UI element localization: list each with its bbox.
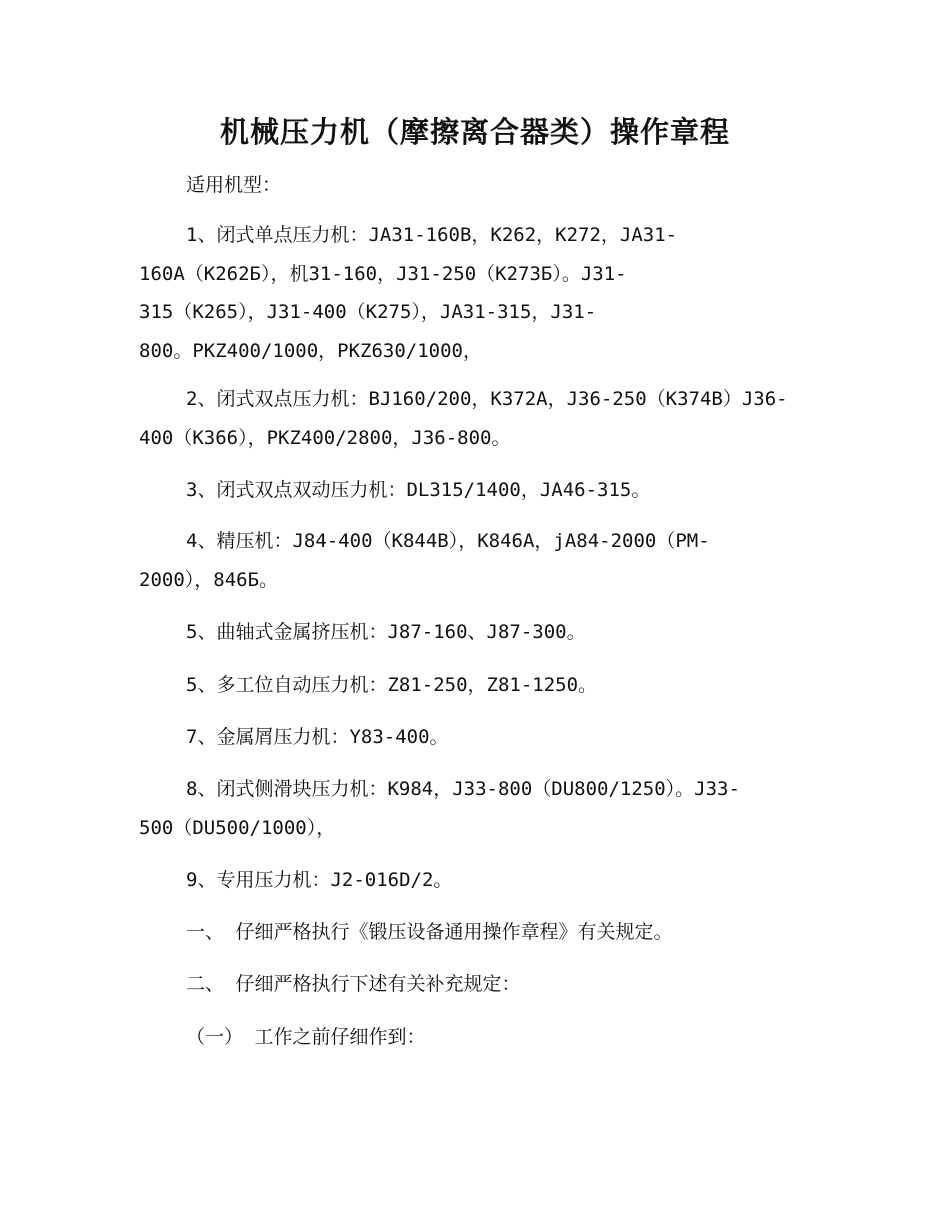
item-line: 7、金属屑压力机：Y83-400。 (186, 726, 449, 748)
item-line: 8、闭式侧滑块压力机：K984，J33-800（DU800/1250）。J33- (186, 778, 740, 800)
item-line: 9、专用压力机：J2-016D/2。 (186, 869, 453, 891)
item-line: 2、闭式双点压力机：BJ160/200，K372A，J36-250（K374B）J36- (186, 388, 788, 410)
machine-item-2 (139, 380, 819, 457)
item-line: 1、闭式单点压力机：JA31-160B，K262，K272，JA31- (186, 224, 678, 246)
subsection-line: （一） 工作之前仔细作到： (186, 1026, 426, 1048)
item-line: 160A（K262Б），机31-160，J31-250（K273Б）。J31- (139, 262, 627, 285)
item-line: 5、多工位自动压力机：Z81-250，Z81-1250。 (186, 674, 598, 696)
intro-line: 适用机型： (186, 174, 282, 196)
item-line: 315（K265），J31-400（K275），JA31-315，J31- (139, 301, 597, 323)
subsection-heading (139, 1018, 819, 1057)
item-line: 3、闭式双点双动压力机：DL315/1400，JA46-315。 (186, 479, 651, 501)
machine-item-3 (139, 471, 819, 510)
item-line: 400（K366），PKZ400/2800，J36-800。 (139, 426, 511, 449)
rule-1 (139, 913, 819, 952)
item-line: 5、曲轴式金属挤压机：J87-160、J87-300。 (186, 621, 586, 643)
machine-item-1 (139, 216, 819, 370)
rule-line: 一、 仔细严格执行《锻压设备通用操作章程》有关规定。 (186, 921, 673, 943)
machine-item-4 (139, 522, 819, 599)
machine-item-7 (139, 718, 819, 757)
machine-item-6 (139, 666, 819, 705)
rule-line: 二、 仔细严格执行下述有关补充规定： (186, 973, 521, 995)
item-line: 4、精压机：J84-400（K844B），K846A，jA84-2000（PM- (186, 530, 710, 552)
rule-2 (139, 965, 819, 1004)
machine-item-5 (139, 613, 819, 652)
machine-item-8 (139, 770, 819, 847)
item-line: 500（DU500/1000）， (139, 816, 336, 839)
item-line: 800。PKZ400/1000，PKZ630/1000， (139, 339, 482, 362)
machine-item-9 (139, 861, 819, 900)
intro-text (139, 166, 819, 205)
page-title: 机械压力机（摩擦离合器类）操作章程 (219, 115, 730, 149)
item-line: 2000），846Б。 (139, 568, 279, 591)
